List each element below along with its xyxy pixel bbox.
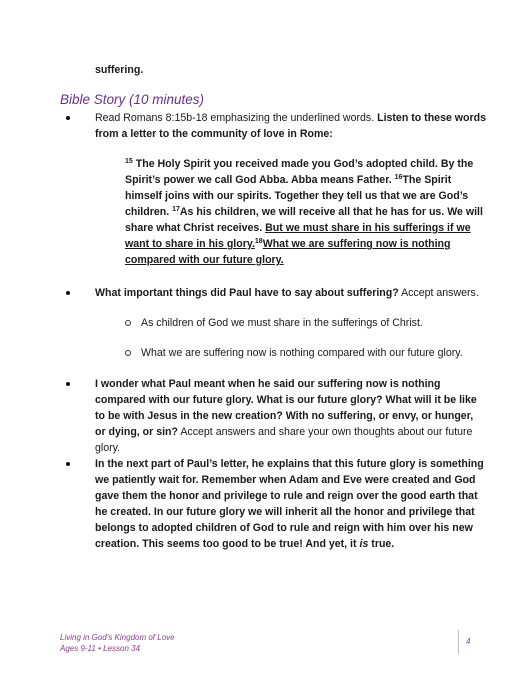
bullet-icon [66, 116, 70, 120]
underlined-text: But we must share in his sufferings if we want to share in his glory. [125, 222, 471, 250]
circle-bullet-icon [125, 350, 131, 356]
footer-divider [458, 630, 459, 654]
bullet-text: In the next part of Paul’s letter, he explains that this future glory is something we patiently wait for. Remember when Adam and Eve were created and God gave them the honor and privilege to rule and reign over the good earth that he created. In our future glory we will inherit all the honor and privilege that belongs to adopted children of God to rule and reign with him over his new creation. This seems too good to be true! And yet, it is true. [95, 458, 484, 550]
page-footer [60, 632, 175, 654]
sub-bullet-item: As children of God we must share in the sufferings of Christ. [125, 315, 485, 331]
underlined-text: What we are suffering now is nothing compared with our future glory. [125, 238, 451, 266]
bullet-item [66, 285, 486, 301]
verse-number: 15 [125, 158, 133, 165]
bullet-icon [66, 382, 70, 386]
continued-text: suffering. [95, 64, 144, 76]
section-heading: Bible Story (10 minutes) [60, 92, 205, 107]
sub-bullet-item: What we are suffering now is nothing compared with our future glory. [125, 345, 485, 361]
bullet-item [66, 456, 486, 552]
bullet-item [66, 110, 486, 142]
footer-title: Living in God’s Kingdom of Love [60, 633, 175, 642]
verse-number: 17 [172, 206, 180, 213]
bullet-text: Read Romans 8:15b-18 emphasizing the underlined words. Listen to these words from a letter to the community of love in Rome: [95, 112, 486, 140]
bullet-text: I wonder what Paul meant when he said our suffering now is nothing compared with our future glory. What is our future glory? What will it be like to be with Jesus in the new creation? With no suffering, or envy, or hunger, or dying, or sin? Accept answers and share your own thoughts about our future glory. [95, 378, 477, 454]
bullet-icon [66, 462, 70, 466]
footer-subtitle: Ages 9-11 • Lesson 34 [60, 644, 141, 653]
circle-bullet-icon [125, 320, 131, 326]
bullet-icon [66, 291, 70, 295]
verse-number: 16 [394, 174, 403, 181]
page-number: 4 [466, 637, 471, 646]
bullet-text: What important things did Paul have to say about suffering? Accept answers. [95, 287, 479, 299]
bullet-item [66, 376, 486, 456]
scripture-quote: $^{15}$ The Holy Spirit you received made you God’s adopted child. By the Spirit’s power we call God Abba. Abba means Father. $^{16}$The Spirit himself joins with our spirits. Together they tell us that we are God’s children. $^{17}$As his children, we will receive all that he has for us. We will share what Christ receives. But we must share in his sufferings if we want to share in his glory.$^{18}$What we are suffering now is nothing compared with our future glory. [125, 158, 483, 266]
verse-number: 18 [254, 238, 263, 245]
